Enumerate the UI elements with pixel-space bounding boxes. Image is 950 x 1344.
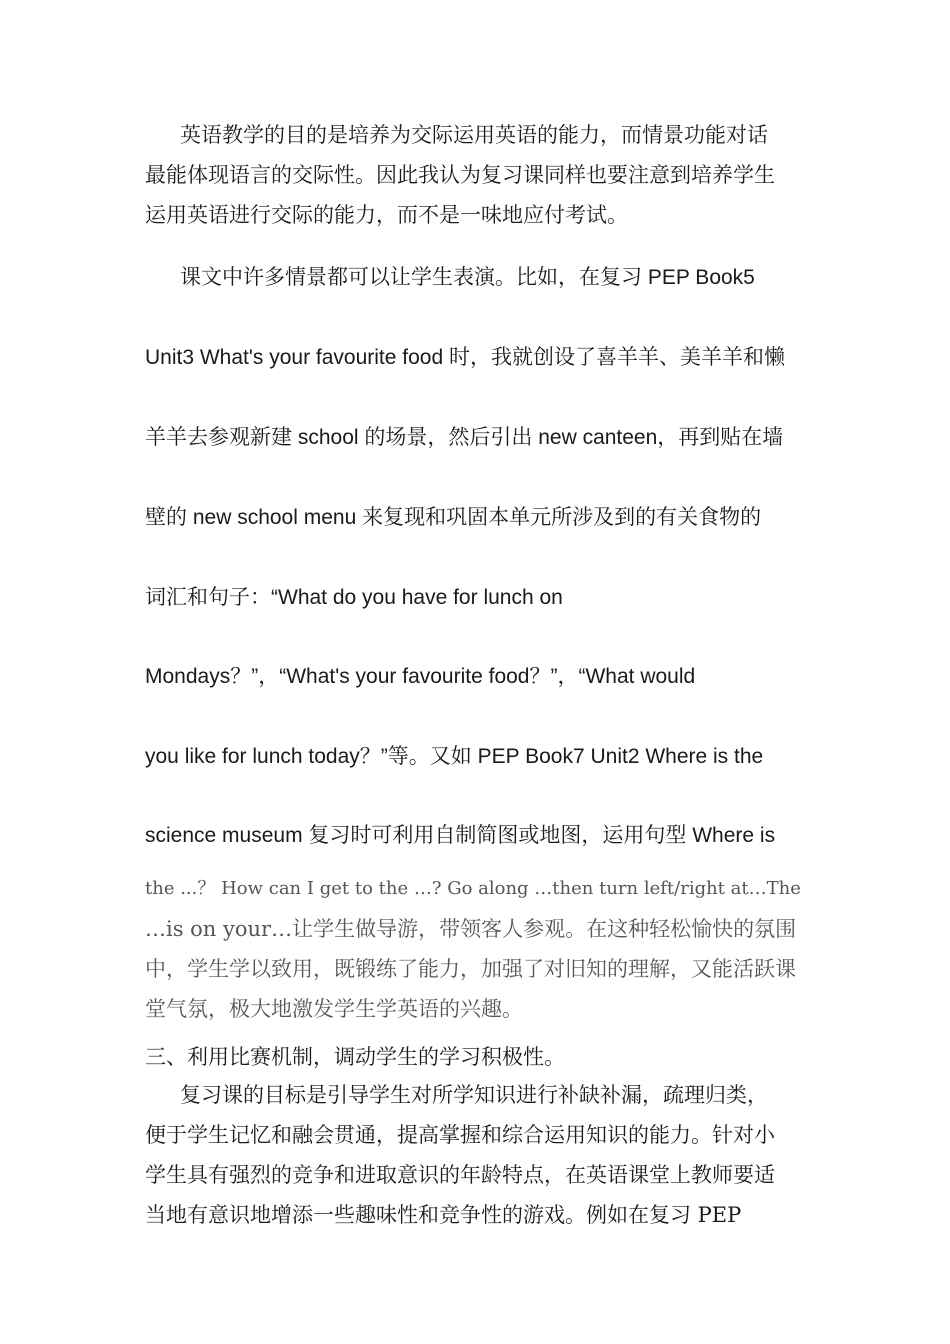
paragraph-2-line-9: the ...？ How can I get to the …? Go along …then turn left/right at…The [145, 878, 801, 899]
section-heading-3: 三、利用比赛机制，调动学生的学习积极性。 [145, 1045, 565, 1069]
paragraph-2-line-2: Unit3 What's your favourite food 时，我就创设了喜羊羊、美羊羊和懒 [145, 346, 785, 369]
paragraph-1-line-2: 最能体现语言的交际性。因此我认为复习课同样也要注意到培养学生 [145, 163, 775, 187]
paragraph-2-line-8: science museum 复习时可利用自制简图或地图，运用句型 Where is [145, 824, 776, 847]
paragraph-1-line-3: 运用英语进行交际的能力，而不是一味地应付考试。 [145, 203, 628, 227]
paragraph-2-line-5: 词汇和句子：“What do you have for lunch on [145, 586, 563, 609]
paragraph-2-line-4: 壁的 new school menu 来复现和巩固本单元所涉及到的有关食物的 [145, 506, 762, 529]
paragraph-3-line-3: 学生具有强烈的竞争和进取意识的年龄特点，在英语课堂上教师要适 [145, 1163, 775, 1187]
paragraph-3-line-4: 当地有意识地增添一些趣味性和竞争性的游戏。例如在复习 PEP [145, 1203, 742, 1227]
paragraph-2-line-1: 课文中许多情景都可以让学生表演。比如，在复习 PEP Book5 [180, 266, 755, 289]
paragraph-2-line-10: …is on your…让学生做导游，带领客人参观。在这种轻松愉快的氛围 [145, 917, 797, 941]
paragraph-3-line-1: 复习课的目标是引导学生对所学知识进行补缺补漏，疏理归类， [180, 1083, 768, 1107]
paragraph-2-line-12: 堂气氛，极大地激发学生学英语的兴趣。 [145, 997, 523, 1021]
paragraph-2-line-3: 羊羊去参观新建 school 的场景，然后引出 new canteen，再到贴在墙 [145, 426, 784, 449]
paragraph-2-line-11: 中，学生学以致用，既锻练了能力，加强了对旧知的理解，又能活跃课 [145, 957, 796, 981]
paragraph-2-line-7: you like for lunch today？”等。又如 PEP Book7 Unit2 Where is the [145, 745, 764, 768]
paragraph-2-line-6: Mondays？”，“What's your favourite food？”，“What would [145, 665, 696, 688]
paragraph-1-line-1: 英语教学的目的是培养为交际运用英语的能力，而情景功能对话 [180, 123, 768, 147]
paragraph-3-line-2: 便于学生记忆和融会贯通，提高掌握和综合运用知识的能力。针对小 [145, 1123, 775, 1147]
